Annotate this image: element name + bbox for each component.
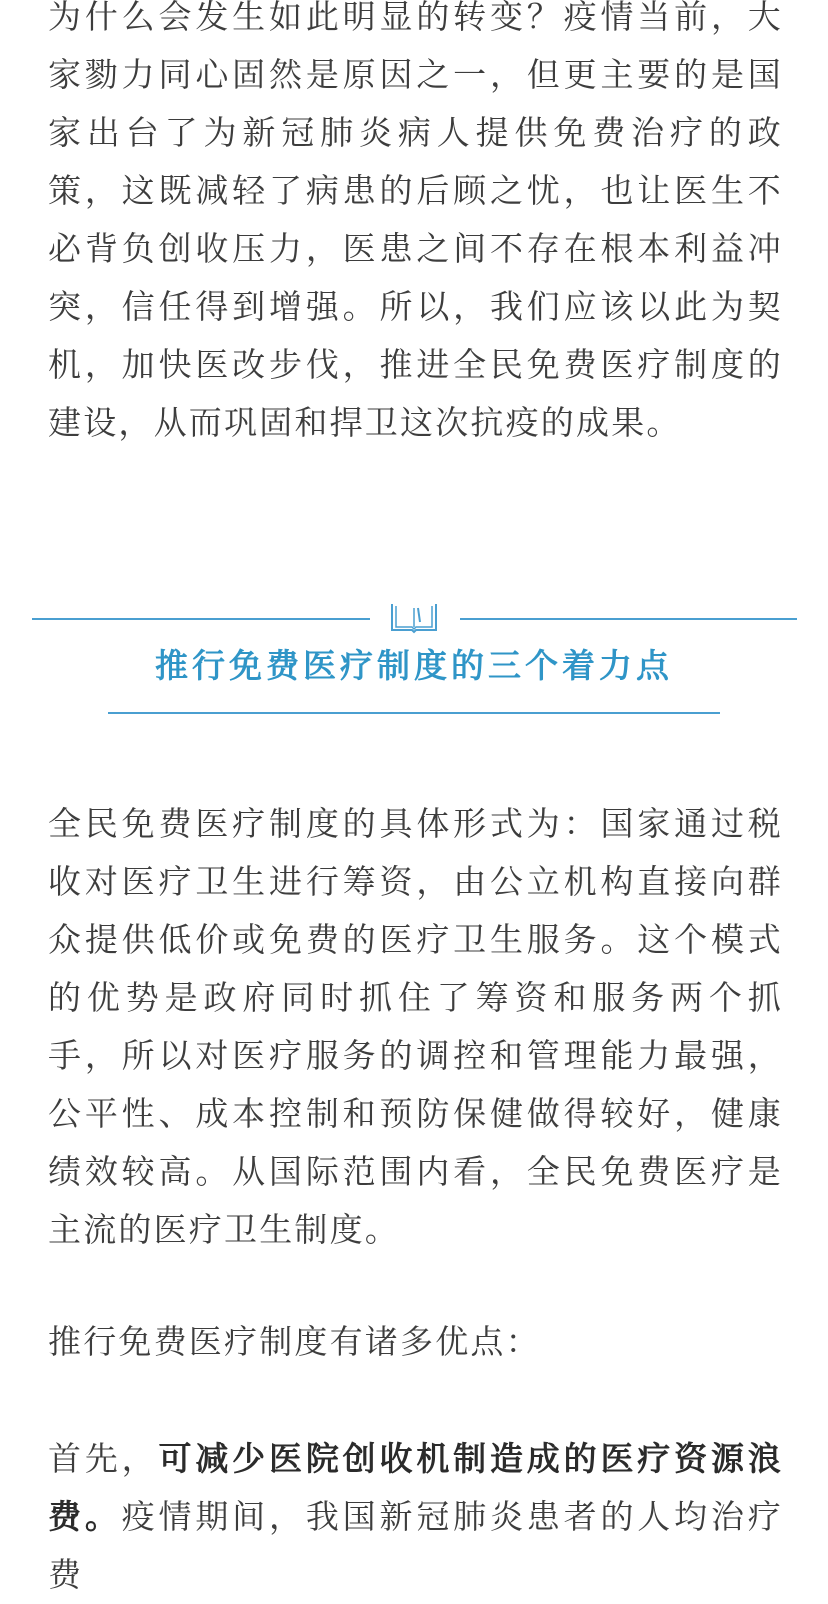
paragraph-intro: 为什么会发生如此明显的转变？疫情当前，大家勠力同心固然是原因之一，但更主要的是国家出台了为新冠肺炎病人提供免费治疗的政策，这既减轻了病患的后顾之忧，也让医生不必背负创收压力，医患之间不存在根本利益冲突，信任得到增强。所以，我们应该以此为契机，加快医改步伐，推进全民免费医疗制度的建设，从而巩固和捍卫这次抗疫的成果。 [48,0,783,442]
paragraph-advantages-intro: 推行免费医疗制度有诸多优点： [48,1322,541,1361]
first-point-emphasis: 可减少医院创收机制造成的医疗资源浪费。 [48,1439,783,1536]
section-header [0,590,828,720]
paragraph-first-point [48,1430,783,1604]
divider-right [460,618,797,620]
first-point-body: 疫情期间，我国新冠肺炎患者的人均治疗费 [48,1497,783,1594]
section-title: 推行免费医疗制度的三个着力点 [155,646,673,685]
divider-left [32,618,370,620]
paragraph-system-form: 全民免费医疗制度的具体形式为：国家通过税收对医疗卫生进行筹资，由公立机构直接向群众提供低价或免费的医疗卫生服务。这个模式的优势是政府同时抓住了筹资和服务两个抓手，所以对医疗服务的调控和管理能力最强，公平性、成本控制和预防保健做得较好，健康绩效较高。从国际范围内看，全民免费医疗是主流的医疗卫生制度。 [48,804,783,1249]
divider-bottom [108,712,720,714]
open-book-icon [388,600,440,634]
first-point-lead: 首先， [48,1439,159,1478]
